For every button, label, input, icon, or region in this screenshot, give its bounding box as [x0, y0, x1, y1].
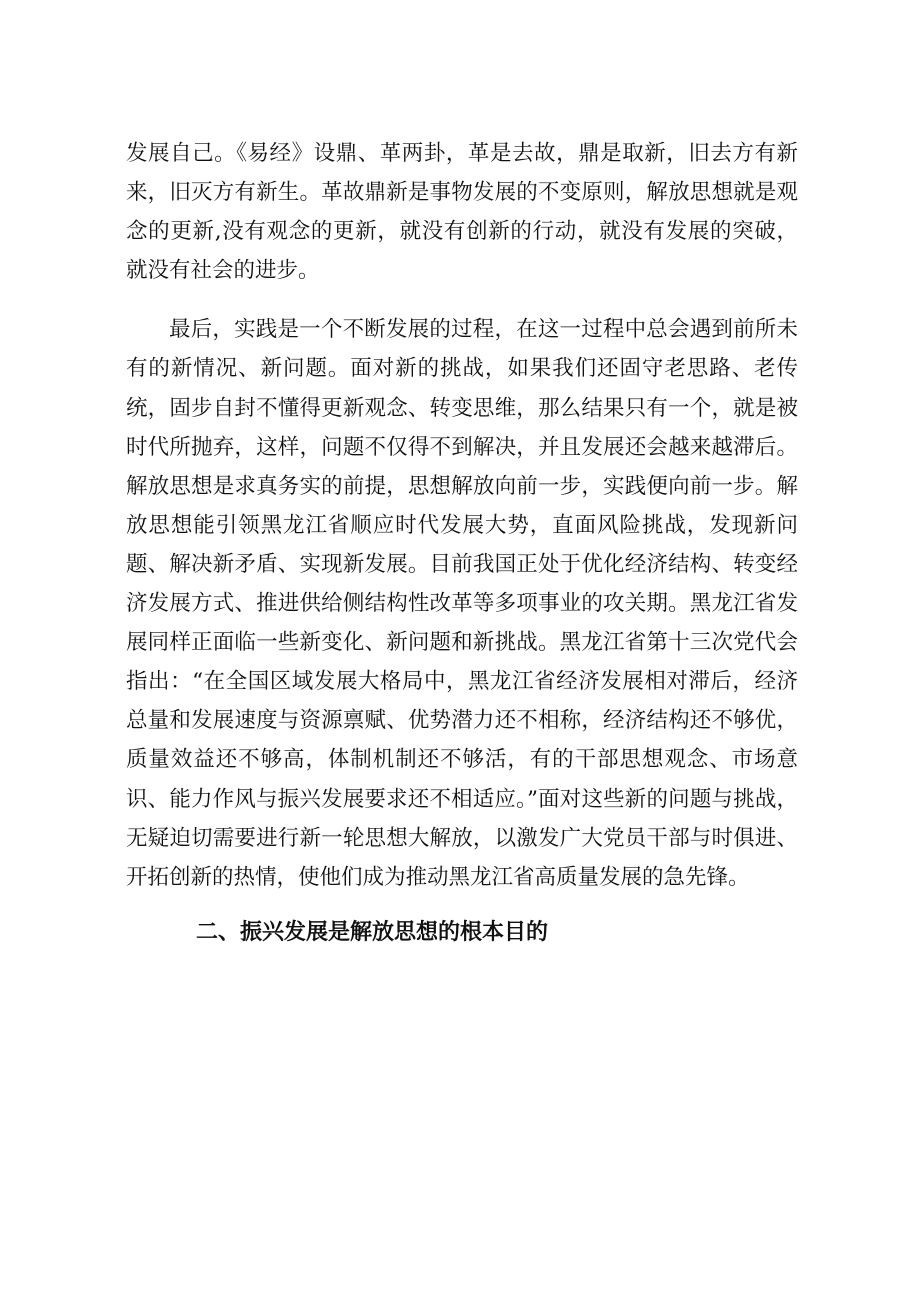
- paragraph-1: 发展自己。《易经》设鼎、革两卦，革是去故，鼎是取新，旧去方有新来，旧灭方有新生。革故鼎新是事物发展的不变原则，解放思想就是观念的更新,没有观念的更新，就没有创新的行动，就没有发展的突破，就没有社会的进步。: [126, 141, 798, 284]
- section-heading: 二、振兴发展是解放思想的根本目的: [196, 919, 549, 945]
- document-body: [126, 134, 798, 953]
- paragraph-2: 最后，实践是一个不断发展的过程，在这一过程中总会遇到前所未有的新情况、新问题。面对新的挑战，如果我们还固守老思路、老传统，固步自封不懂得更新观念、转变思维，那么结果只有一个，就是被时代所抛弃，这样，问题不仅得不到解决，并且发展还会越来越滞后。解放思想是求真务实的前提，思想解放向前一步，实践便向前一步。解放思想能引领黑龙江省顺应时代发展大势，直面风险挑战，发现新问题、解决新矛盾、实现新发展。目前我国正处于优化经济结构、转变经济发展方式、推进供给侧结构性改革等多项事业的攻关期。黑龙江省发展同样正面临一些新变化、新问题和新挑战。黑龙江省第十三次党代会指出：“在全国区域发展大格局中，黑龙江省经济发展相对滞后，经济总量和发展速度与资源禀赋、优势潜力还不相称，经济结构还不够优，质量效益还不够高，体制机制还不够活，有的干部思想观念、市场意识、能力作风与振兴发展要求还不相适应。”面对这些新的问题与挑战，无疑迫切需要进行新一轮思想大解放，以激发广大党员干部与时俱进、开拓创新的热情，使他们成为推动黑龙江省高质量发展的急先锋。: [126, 317, 798, 890]
